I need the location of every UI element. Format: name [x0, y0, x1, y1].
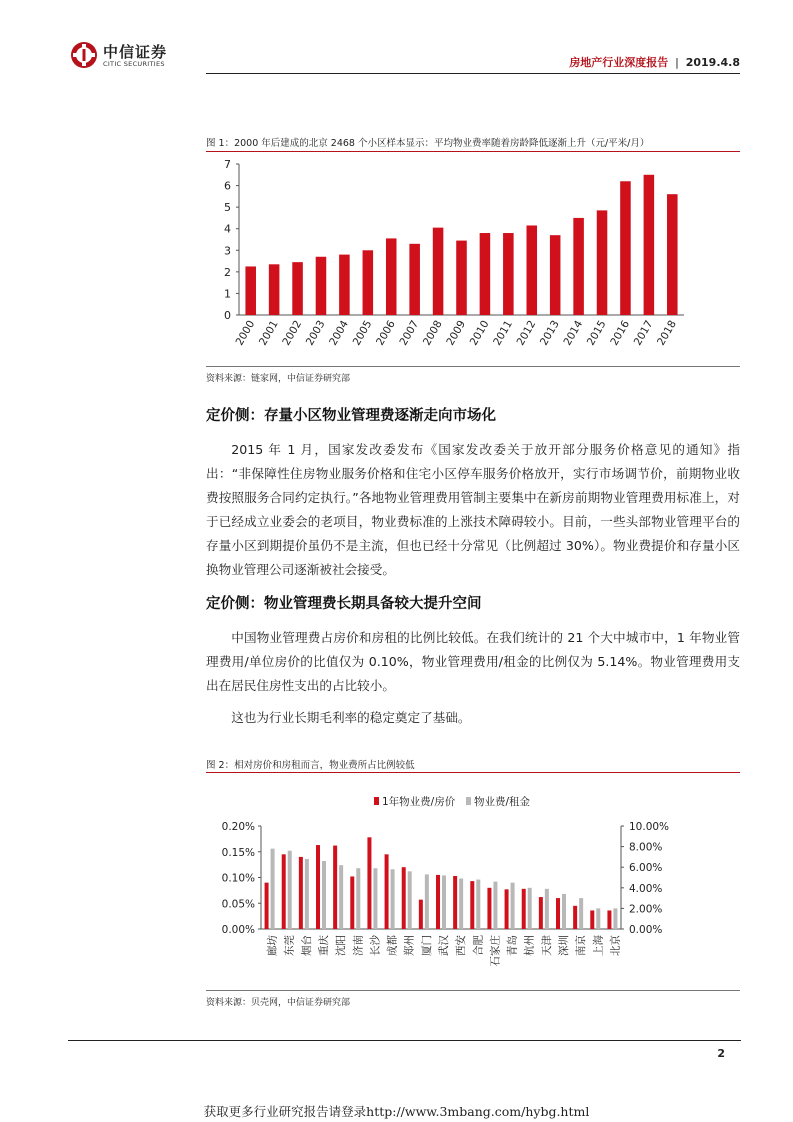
x-tick-label: 2003	[303, 318, 328, 348]
section1-paragraph	[206, 438, 740, 582]
x-tick-label: 上海	[592, 935, 605, 956]
figure1-source: 资料来源：链家网，中信证券研究部	[206, 374, 351, 384]
y-tick-label: 1	[224, 287, 231, 301]
legend-label-series1: 1年物业费/房价	[382, 796, 456, 808]
y-tick-label: 2	[224, 265, 231, 279]
figure1-bottom-rule	[206, 366, 740, 367]
x-tick-label: 沈阳	[335, 935, 348, 956]
bar-series1	[539, 897, 543, 929]
page-number: 2	[717, 1047, 725, 1060]
x-tick-label: 2012	[514, 318, 539, 348]
bar-series2	[442, 875, 446, 929]
bar-series2	[596, 908, 600, 929]
report-date: 2019.4.8	[685, 56, 740, 69]
x-tick-label: 南京	[575, 935, 588, 956]
x-tick-label: 西安	[455, 935, 468, 956]
bar-series2	[562, 894, 566, 929]
section2-text1: 中国物业管理费占房价和房租的比例比较低。在我们统计的 21 个大中城市中，1 年物业管理费用/单位房价的比值仅为 0.10%，物业管理费用/租金的比例仅为 5.14%。物业管理费用支出在居民住房性支出的占比较小。	[206, 630, 740, 693]
bar	[245, 266, 256, 315]
bar	[269, 264, 280, 315]
logo-name-en: CITIC SECURITIES	[103, 60, 165, 68]
x-tick-label: 天津	[540, 935, 553, 956]
right-y-tick-label: 2.00%	[629, 903, 663, 916]
bar-series2	[425, 874, 429, 929]
x-tick-label: 合肥	[472, 935, 485, 956]
bar	[597, 210, 608, 315]
left-y-tick-label: 0.20%	[221, 821, 255, 833]
bar	[503, 233, 514, 315]
bar	[386, 238, 397, 315]
bar-series2	[288, 851, 292, 929]
x-tick-label: 北京	[609, 935, 622, 956]
figure2-title-rule	[206, 772, 740, 773]
right-y-tick-label: 0.00%	[629, 924, 663, 936]
bar	[573, 218, 584, 315]
bar	[339, 255, 350, 315]
bar	[292, 262, 303, 315]
x-tick-label: 2014	[561, 318, 586, 348]
bar-series2	[322, 861, 326, 929]
bar-series1	[573, 906, 577, 929]
footer-divider	[68, 1040, 741, 1041]
header-separator: |	[675, 56, 679, 69]
x-tick-label: 烟台	[300, 935, 313, 956]
x-tick-label: 2008	[420, 318, 445, 348]
section2-text2: 这也为行业长期毛利率的稳定奠定了基础。	[231, 710, 471, 725]
bar-series1	[470, 881, 474, 929]
x-tick-label: 2000	[233, 318, 258, 348]
bar-series2	[579, 898, 583, 929]
y-tick-label: 7	[224, 158, 231, 171]
x-tick-label: 青岛	[506, 935, 519, 956]
bar	[480, 233, 491, 315]
bar-series1	[419, 900, 423, 929]
x-tick-label: 厦门	[420, 935, 433, 956]
bar-series2	[528, 888, 532, 929]
bar	[409, 244, 420, 315]
x-tick-label: 武汉	[438, 935, 450, 956]
x-tick-label: 2005	[350, 318, 375, 348]
bar-series1	[299, 857, 303, 929]
x-tick-label: 济南	[352, 935, 365, 956]
x-tick-label: 2006	[374, 318, 398, 348]
x-tick-label: 2017	[631, 318, 656, 348]
bar-series1	[265, 883, 269, 929]
bar-series1	[590, 910, 594, 929]
legend-label-series2: 物业费/租金	[474, 796, 531, 808]
y-tick-label: 4	[224, 222, 231, 236]
x-tick-label: 长沙	[369, 935, 382, 956]
y-tick-label: 3	[224, 244, 231, 258]
left-y-tick-label: 0.05%	[221, 898, 255, 911]
figure2-bar-chart	[206, 776, 740, 988]
figure1-bar-chart	[206, 155, 740, 367]
x-tick-label: 东莞	[283, 935, 296, 956]
bar	[316, 257, 327, 315]
bar-series1	[367, 837, 371, 929]
bar-series1	[282, 854, 286, 929]
section2-paragraph1	[206, 626, 740, 698]
bar-series1	[487, 888, 491, 929]
left-y-tick-label: 0.00%	[221, 924, 255, 936]
y-tick-label: 0	[224, 309, 231, 322]
bar-series1	[522, 889, 526, 929]
footer-link[interactable]: 获取更多行业研究报告请登录http://www.3mbang.com/hybg.html	[203, 1104, 590, 1119]
x-tick-label: 2018	[655, 318, 679, 348]
x-tick-label: 2015	[584, 318, 609, 348]
bar-series1	[453, 876, 457, 929]
section2-heading: 定价侧：物业管理费长期具备较大提升空间	[206, 596, 482, 612]
x-tick-label: 重庆	[318, 935, 330, 956]
bar	[550, 235, 561, 315]
bar-series2	[271, 849, 275, 929]
bar-series2	[511, 883, 515, 929]
figure2-source: 资料来源：贝壳网，中信证券研究部	[206, 998, 351, 1008]
right-y-tick-label: 10.00%	[629, 821, 670, 833]
bar	[620, 181, 631, 315]
section1-text: 2015 年 1 月，国家发改委发布《国家发改委关于放开部分服务价格意见的通知》指出：“非保障性住房物业服务价格和住宅小区停车服务价格放开，实行市场调节价，前期物业收费按照服务合同约定执行。”各地物业管理费用管制主要集中在新房前期物业管理费用标准上，对于已经成立业委会的老项目，物业费标准的上涨技术障碍较小。目前，一些头部物业管理平台的存量小区到期提价虽仍不是主流，但也已经十分常见（比例超过 30%）。物业费提价和存量小区换物业管理公司逐渐被社会接受。	[206, 442, 740, 577]
figure2-title: 图 2：相对房价和房租而言，物业费所占比例较低	[206, 760, 415, 771]
citic-logo-icon	[70, 41, 98, 69]
bar-series2	[339, 865, 343, 929]
bar-series1	[350, 876, 354, 929]
bar-series2	[459, 879, 463, 929]
bar-series1	[316, 845, 320, 929]
bar-series2	[356, 868, 360, 929]
left-y-tick-label: 0.10%	[221, 872, 255, 885]
figure1-title-rule	[206, 151, 740, 152]
bar	[363, 250, 374, 315]
right-y-tick-label: 4.00%	[629, 882, 663, 895]
x-tick-label: 2013	[538, 318, 562, 348]
header-divider	[206, 73, 740, 74]
bar-series2	[493, 882, 497, 929]
bar-series1	[505, 889, 509, 929]
legend-swatch-series1	[374, 797, 379, 805]
x-tick-label: 石家庄	[489, 935, 502, 967]
x-tick-label: 2001	[256, 318, 281, 348]
bar	[433, 228, 444, 315]
left-y-tick-label: 0.15%	[221, 846, 255, 859]
bar-series2	[305, 859, 309, 929]
bar-series1	[436, 875, 440, 929]
bar	[526, 225, 537, 315]
logo-name: 中信证券	[103, 43, 168, 61]
bar-series1	[607, 910, 611, 929]
bar-series2	[476, 880, 480, 929]
x-tick-label: 2002	[280, 318, 305, 348]
bar	[667, 194, 678, 315]
x-tick-label: 深圳	[558, 935, 570, 956]
x-tick-label: 2016	[608, 318, 633, 348]
bar-series1	[402, 867, 406, 929]
x-tick-label: 2004	[327, 318, 351, 348]
bar-series1	[385, 854, 389, 929]
bar	[456, 241, 467, 315]
section1-heading: 定价侧：存量小区物业管理费逐渐走向市场化	[206, 408, 496, 424]
bar-series2	[408, 871, 412, 929]
y-tick-label: 5	[224, 201, 231, 215]
bar-series2	[545, 889, 549, 929]
x-tick-label: 杭州	[523, 935, 536, 956]
bar-series1	[556, 898, 560, 929]
x-tick-label: 廊坊	[266, 935, 279, 956]
y-tick-label: 6	[224, 179, 231, 193]
bar-series2	[373, 868, 377, 929]
bar	[644, 175, 655, 315]
bar-series2	[613, 908, 617, 929]
figure2-bottom-rule	[206, 990, 740, 991]
bar-series1	[333, 846, 337, 929]
legend-swatch-series2	[466, 797, 471, 805]
x-tick-label: 成都	[386, 935, 399, 956]
x-tick-label: 2009	[444, 318, 469, 348]
report-header	[569, 54, 740, 70]
x-tick-label: 2011	[491, 318, 515, 348]
report-title: 房地产行业深度报告	[569, 56, 669, 69]
right-y-tick-label: 8.00%	[629, 841, 663, 854]
x-tick-label: 2010	[467, 318, 492, 348]
x-tick-label: 2007	[397, 318, 422, 348]
section2-paragraph2	[206, 706, 740, 730]
bar-series2	[391, 869, 395, 929]
right-y-tick-label: 6.00%	[629, 862, 663, 875]
figure1-title: 图 1：2000 年后建成的北京 2468 个小区样本显示：平均物业费率随着房龄降低逐渐上升（元/平米/月）	[206, 138, 650, 149]
x-tick-label: 郑州	[403, 935, 416, 956]
